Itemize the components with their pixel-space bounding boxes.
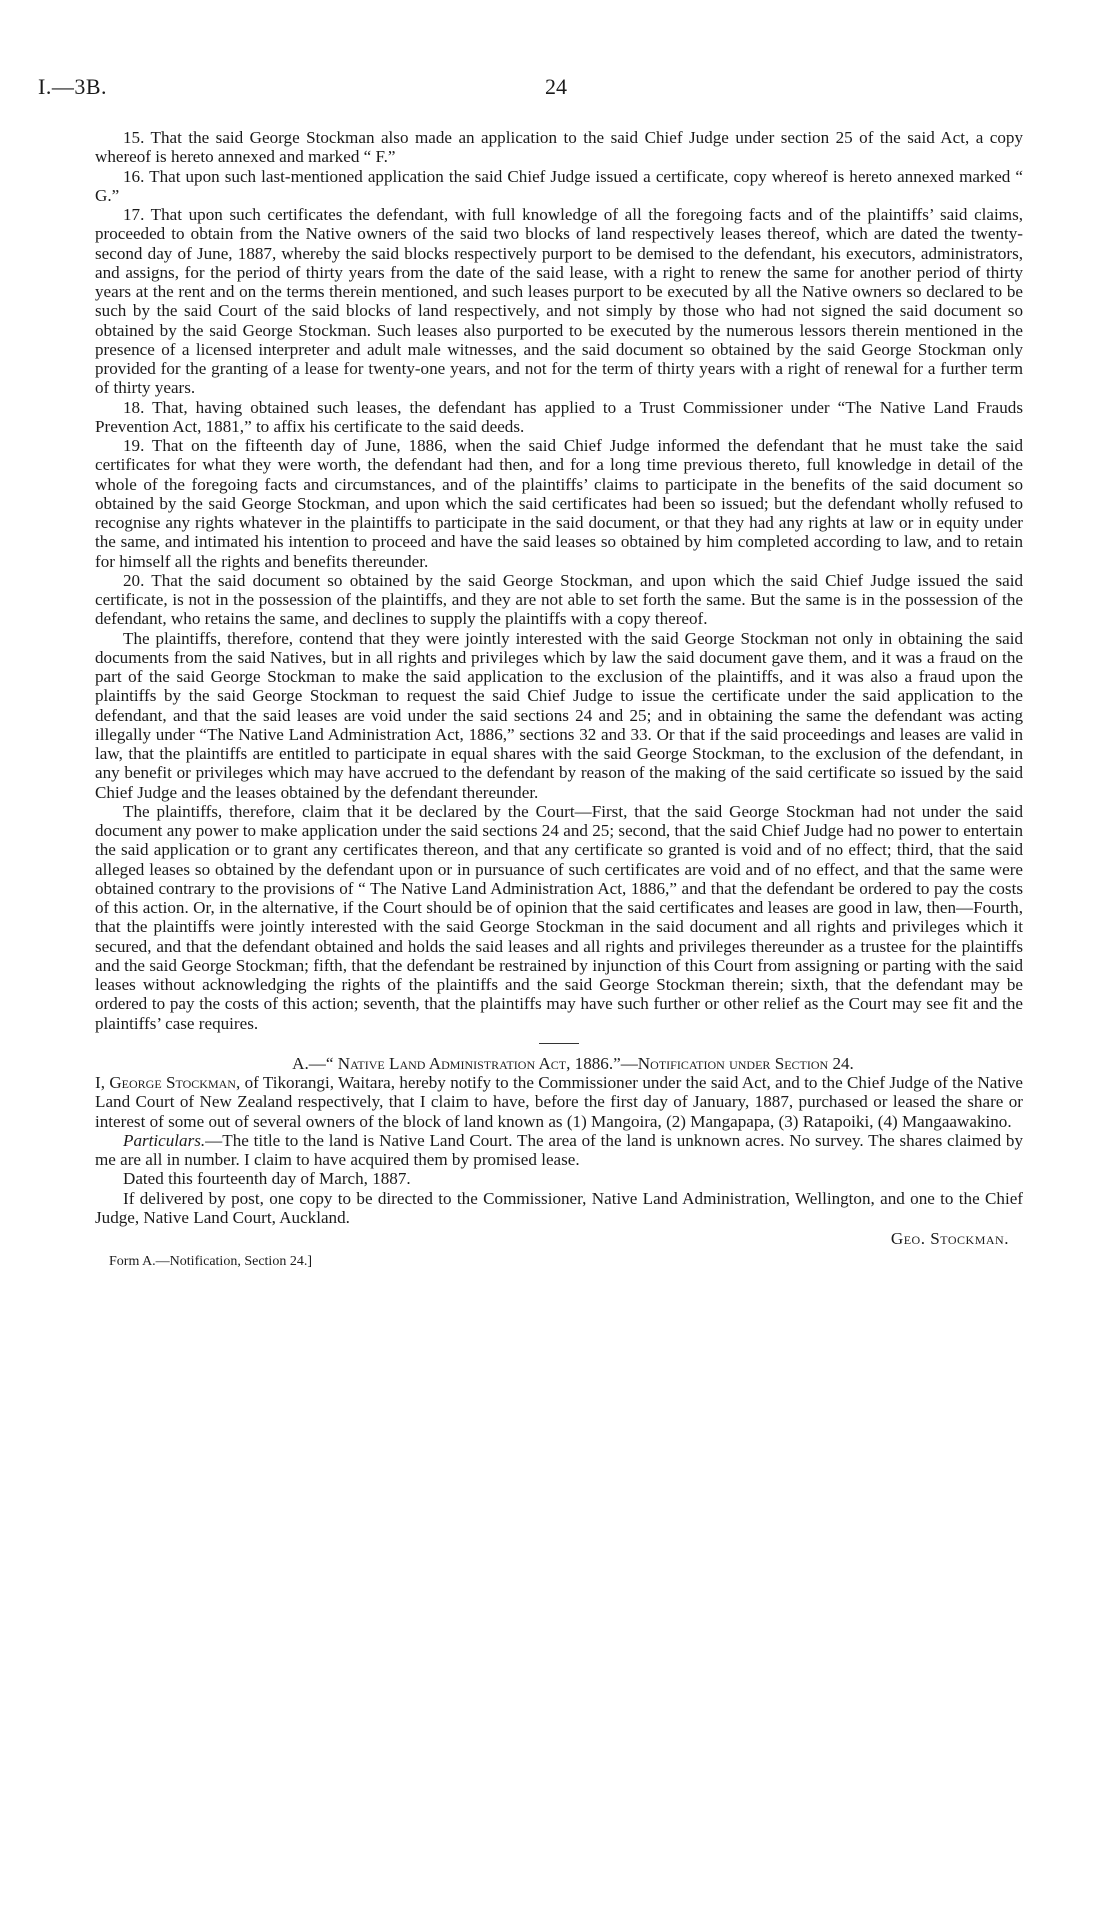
delivery-instructions: If delivered by post, one copy to be directed to the Commissioner, Native Land Administration, Wellington, and one to the Chief Judge, Native Land Court, Auckland. xyxy=(95,1188,1023,1227)
particulars-text: —The title to the land is Native Land Court. The area of the land is unknown acres. No survey. The shares claimed by me are all in number. I claim to have acquired them by promised lease. xyxy=(95,1130,1023,1169)
notification-intro xyxy=(95,1073,1023,1131)
paragraph-19: 19. That on the fifteenth day of June, 1886, when the said Chief Judge informed the defendant that he must take the said certificates for what they were worth, the defendant had then, and for a long time previous thereto, full knowledge in detail of the whole of the foregoing facts and circumstances, and of the plaintiffs’ claims to participate in the benefits of the said document so obtained by the said George Stockman, and upon which the said certificates had been so issued; but the defendant wholly refused to recognise any rights whatever in the plaintiffs to participate in the said document, or that they had any rights at law or in equity under the same, and intimated his intention to proceed and have the said leases so obtained by him completed according to law, and to retain for himself all the rights and benefits thereunder. xyxy=(95,436,1023,571)
page-header xyxy=(38,74,1074,104)
contention-paragraph: The plaintiffs, therefore, contend that they were jointly interested with the said George Stockman not only in obtaining the said documents from the said Natives, but in all rights and privileges which by law the said document gave them, and it was a fraud on the part of the said George Stockman to make the said application to the exclusion of the plaintiffs, and it was also a fraud upon the plaintiffs by the said George Stockman to request the said Chief Judge to issue the certificate under the said application to the defendant, and that the said leases are void under the said sections 24 and 25; and in obtaining the same the defendant was acting illegally under “The Native Land Administration Act, 1886,” sections 32 and 33. Or that if the said proceedings and leases are valid in law, that the plaintiffs are entitled to participate in equal shares with the said George Stockman, to the exclusion of the defendant, in any benefit or privileges which may have accrued to the defendant by reason of the making of the said certificate so issued by the said Chief Judge and the leases obtained by the defendant thereunder. xyxy=(95,628,1023,802)
form-note: Form A.—Notification, Section 24.] xyxy=(109,1254,312,1270)
notification-intro-text: of Tikorangi, Waitara, hereby notify to the Commissioner under the said Act, and to the Chief Judge of the Native Land Court of New Zealand respectively, that I claim to have, before the first day of January, 1887, purchased or leased the share or interest of some out of several owners of the block of land known as (1) Mangoira, (2) Mangapapa, (3) Ratapoiki, (4) Mangaawakino. xyxy=(95,1073,1023,1131)
claim-paragraph: The plaintiffs, therefore, claim that it be declared by the Court—First, that the said George Stockman had not under the said document any power to make application under the said sections 24 and 25; second, that the said Chief Judge had no power to entertain the said application or to grant any certificates thereon, and that any certificate so granted is void and of no effect; third, that the said alleged leases so obtained by the defendant upon or in pursuance of such certificates are void and of no effect, and that the same were obtained contrary to the provisions of “ The Native Land Administration Act, 1886,” and that the defendant be ordered to pay the costs of this action. Or, in the alternative, if the Court should be of opinion that the said certificates and leases are good in law, then—Fourth, that the plaintiffs were jointly interested with the said George Stockman in the said document and all rights and privileges which it secured, and that the defendant obtained and holds the said leases and all rights and privileges thereunder as a trustee for the plaintiffs and the said George Stockman; fifth, that the defendant be restrained by injunction of this Court from assigning or parting with the said leases without acknowledging the rights of the plaintiffs and the said George Stockman therein; sixth, that the defendant may be ordered to pay the costs of this action; seventh, that the plaintiffs may have such further or other relief as the Court may see fit and the plaintiffs’ case requires. xyxy=(95,801,1023,1033)
paragraph-17: 17. That upon such certificates the defendant, with full knowledge of all the foregoing facts and of the plaintiffs’ said claims, proceeded to obtain from the Native owners of the said two blocks of land respectively leases thereof, which are dated the twenty-second day of June, 1887, whereby the said blocks respectively purport to be demised to the defendant, his executors, administrators, and assigns, for the period of thirty years from the date of the said lease, with a right to renew the same for another period of thirty years at the rent and on the terms therein mentioned, and such leases purport to be executed by all the Native owners so declared to be such by the said Court of the said blocks of land respectively, and not simply by those who had not signed the said document so obtained by the said George Stockman. Such leases also purported to be executed by the numerous lessors therein mentioned in the presence of a licensed interpreter and adult male witnesses, and the said document so obtained by the said George Stockman only provided for the granting of a lease for twenty-one years, and not for the term of thirty years with a right of renewal for a further term of thirty years. xyxy=(95,205,1023,398)
paragraph-20: 20. That the said document so obtained by the said George Stockman, and upon which the said Chief Judge issued the said certificate, is not in the possession of the plaintiffs, and they are not able to set forth the same. But the same is in the possession of the defendant, who retains the same, and declines to supply the plaintiffs with a copy thereof. xyxy=(95,570,1023,629)
page-number: 24 xyxy=(545,74,567,99)
signature: Geo. Stockman. xyxy=(890,1229,1009,1248)
sheet-reference: I.—3B. xyxy=(38,74,107,99)
paragraph-15: 15. That the said George Stockman also made an application to the said Chief Judge under section 25 of the said Act, a copy whereof is hereto annexed and marked “ F.” xyxy=(95,128,1023,167)
dated-line: Dated this fourteenth day of March, 1887. xyxy=(123,1169,411,1189)
particulars-paragraph xyxy=(95,1131,1023,1170)
document-body xyxy=(95,128,1023,1272)
claimant-name: I, George Stockman, xyxy=(95,1073,241,1092)
paragraph-18: 18. That, having obtained such leases, the defendant has applied to a Trust Commissioner under “The Native Land Frauds Prevention Act, 1881,” to affix his certificate to the said deeds. xyxy=(95,397,1023,436)
section-divider xyxy=(539,1043,579,1044)
notification-heading: A.—“ Native Land Administration Act, 1886.”—Notification under Section 24. xyxy=(292,1053,854,1073)
particulars-label: Particulars. xyxy=(123,1130,206,1150)
paragraph-16: 16. That upon such last-mentioned application the said Chief Judge issued a certificate, copy whereof is hereto annexed marked “ G.” xyxy=(95,166,1023,205)
